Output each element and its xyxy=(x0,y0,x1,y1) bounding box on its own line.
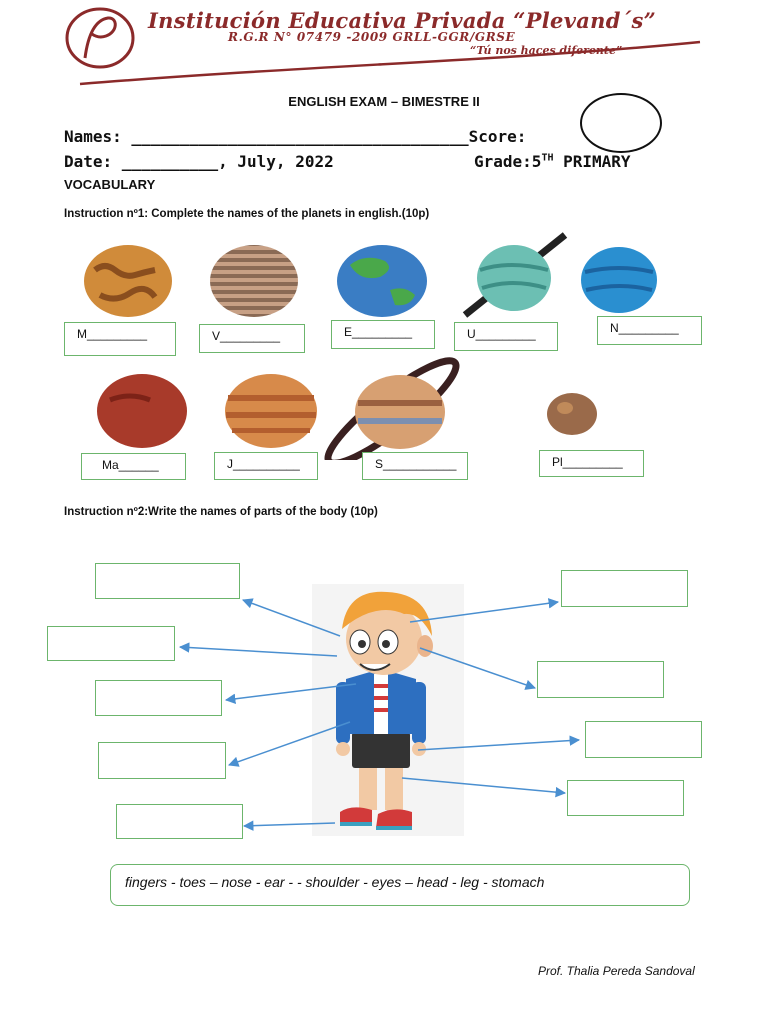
grade-text: Grade:5 xyxy=(474,152,542,171)
word-bank: fingers - toes – nose - ear - - shoulder - eyes – head - leg - stomach xyxy=(110,864,690,906)
date-line: Date: __________, July, 2022 xyxy=(64,152,334,171)
planet-answer-mercury[interactable]: M_________ xyxy=(64,322,176,356)
grade-superscript: TH xyxy=(541,152,554,164)
instruction-1: Instruction nº1: Complete the names of the planets in english.(10p) xyxy=(64,208,430,220)
planet-answer-saturn[interactable]: S___________ xyxy=(362,452,468,480)
planet-answer-pluto[interactable]: Pl_________ xyxy=(539,450,644,477)
body-part-answer-box-4[interactable] xyxy=(98,742,226,779)
school-name: Institución Educativa Privada “Plevand´s” xyxy=(148,8,656,33)
school-motto: “Tú nos haces diferente” xyxy=(470,44,623,57)
teacher-name: Prof. Thalia Pereda Sandoval xyxy=(538,964,695,978)
school-registry: R.G.R N° 07479 -2009 GRLL-GGR/GRSE xyxy=(228,30,516,44)
planet-answer-jupiter[interactable]: J__________ xyxy=(214,452,318,480)
section-heading-vocabulary: VOCABULARY xyxy=(64,177,156,192)
planet-answer-venus[interactable]: V_________ xyxy=(199,324,305,353)
body-part-answer-box-6[interactable] xyxy=(561,570,688,607)
grade-suffix: PRIMARY xyxy=(553,152,631,171)
names-score-line: Names: ___________________________________Score: xyxy=(64,127,527,146)
body-part-answer-box-3[interactable] xyxy=(95,680,222,716)
planet-answer-mars[interactable]: Ma______ xyxy=(81,453,186,480)
body-part-answer-box-1[interactable] xyxy=(95,563,240,599)
planet-answer-uranus[interactable]: U_________ xyxy=(454,322,558,351)
planet-answer-neptune[interactable]: N_________ xyxy=(597,316,702,345)
instruction-2: Instruction nº2:Write the names of parts of the body (10p) xyxy=(64,506,378,518)
body-part-answer-box-5[interactable] xyxy=(116,804,243,839)
body-part-answer-box-2[interactable] xyxy=(47,626,175,661)
body-part-answer-box-8[interactable] xyxy=(585,721,702,758)
planet-answer-earth[interactable]: E_________ xyxy=(331,320,435,349)
body-part-answer-box-9[interactable] xyxy=(567,780,684,816)
exam-title: ENGLISH EXAM – BIMESTRE II xyxy=(288,94,480,109)
body-part-answer-box-7[interactable] xyxy=(537,661,664,698)
